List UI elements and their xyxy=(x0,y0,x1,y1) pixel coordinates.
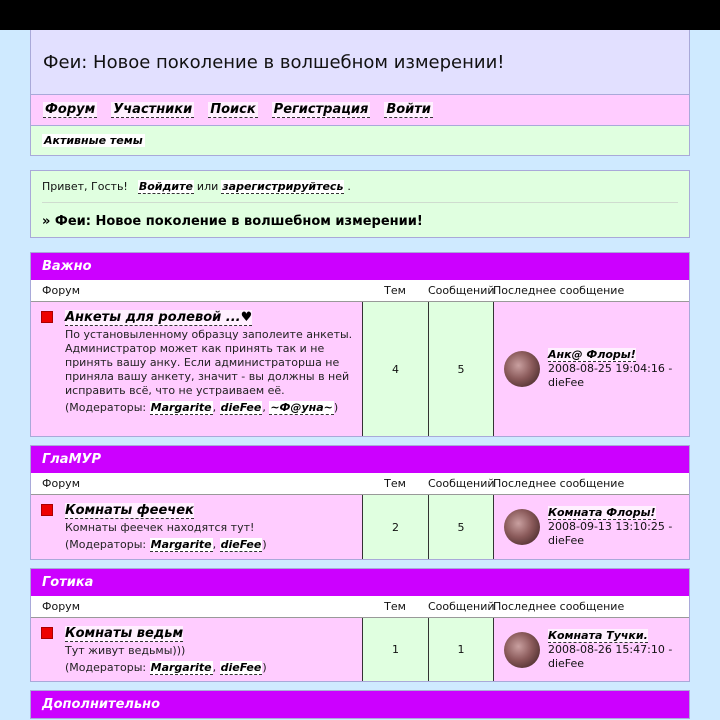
menu-search-link[interactable]: Поиск xyxy=(210,102,256,117)
last-post-cell xyxy=(493,302,689,436)
col-forum: Форум xyxy=(42,600,80,613)
last-post-info xyxy=(548,348,672,390)
last-post-info xyxy=(548,506,672,548)
forum-cell xyxy=(31,302,362,436)
mods-prefix: (Модераторы: xyxy=(65,538,150,551)
menu-forum-link[interactable]: Форум xyxy=(45,102,96,117)
forum-info xyxy=(65,503,362,559)
mods-suffix: ) xyxy=(262,538,267,551)
mods-suffix: ) xyxy=(262,661,267,674)
last-post-cell xyxy=(493,618,689,681)
breadcrumb: » Феи: Новое поколение в волшебном измерении! xyxy=(42,213,423,229)
login-link[interactable]: Войдите xyxy=(138,179,193,193)
forum-info xyxy=(65,310,362,436)
forum-row xyxy=(31,302,689,436)
column-headers xyxy=(31,280,689,302)
col-posts: Сообщений xyxy=(428,600,495,613)
last-post-link[interactable]: Комната Тучки. xyxy=(548,628,648,642)
top-black-bar xyxy=(0,0,720,30)
category-block xyxy=(30,568,690,682)
last-post-user: dieFee xyxy=(548,376,585,389)
category-block xyxy=(30,252,690,437)
col-last-post: Последнее сообщение xyxy=(493,477,625,490)
col-last-post: Последнее сообщение xyxy=(493,600,625,613)
category-title: Дополнительно xyxy=(31,691,689,718)
greeting-text: Привет, Гость! xyxy=(42,180,128,193)
forum-header xyxy=(30,30,690,95)
menu-login-link[interactable]: Войти xyxy=(386,102,431,117)
last-post-date: 2008-09-13 13:10:25 - xyxy=(548,520,673,533)
avatar xyxy=(504,632,540,668)
category-block xyxy=(30,445,690,560)
menu-members-link[interactable]: Участники xyxy=(113,102,193,117)
col-last-post: Последнее сообщение xyxy=(493,284,625,297)
col-posts: Сообщений xyxy=(428,284,495,297)
forum-cell xyxy=(31,618,362,681)
avatar xyxy=(504,351,540,387)
last-post-link[interactable]: Анк@ Флоры! xyxy=(548,348,636,361)
forum-row xyxy=(31,495,689,559)
page-wrapper xyxy=(30,30,690,719)
forum-status-icon xyxy=(41,504,53,516)
last-post-link[interactable]: Комната Флоры! xyxy=(548,506,656,519)
moderator-link[interactable]: Margarite xyxy=(150,661,212,674)
forum-info xyxy=(65,626,362,681)
welcome-panel xyxy=(30,170,690,238)
col-forum: Форум xyxy=(42,284,80,297)
category-block xyxy=(30,690,690,719)
moderators: (Модераторы: Margarite, dieFee) xyxy=(65,538,267,551)
topics-count: 1 xyxy=(362,618,428,681)
forum-status-icon xyxy=(41,311,53,323)
register-link[interactable]: зарегистрируйтесь xyxy=(222,179,344,193)
posts-count: 1 xyxy=(428,618,493,681)
active-topics-link[interactable]: Активные темы xyxy=(44,134,143,147)
last-post-user: dieFee xyxy=(548,534,585,547)
main-menu xyxy=(30,95,690,125)
mods-prefix: (Модераторы: xyxy=(65,401,150,414)
column-headers xyxy=(31,473,689,495)
forum-title: Феи: Новое поколение в волшебном измерении! xyxy=(43,52,505,73)
col-posts: Сообщений xyxy=(428,477,495,490)
greeting-line xyxy=(42,171,678,203)
category-title: Важно xyxy=(31,253,689,280)
period-text: . xyxy=(347,180,351,193)
forum-status-icon xyxy=(41,627,53,639)
moderator-link[interactable]: Margarite xyxy=(150,401,212,414)
posts-count: 5 xyxy=(428,302,493,436)
forum-description: Тут живут ведьмы))) xyxy=(65,644,186,657)
category-title: ГлаМУР xyxy=(31,446,689,473)
forum-row xyxy=(31,618,689,681)
posts-count: 5 xyxy=(428,495,493,559)
last-post-cell xyxy=(493,495,689,559)
last-post-date: 2008-08-25 19:04:16 - xyxy=(548,362,673,375)
sub-menu xyxy=(30,125,690,156)
last-post-info xyxy=(548,629,672,671)
topics-count: 2 xyxy=(362,495,428,559)
moderators: (Модераторы: Margarite, dieFee, ~Ф@уна~) xyxy=(65,401,339,414)
mods-prefix: (Модераторы: xyxy=(65,661,150,674)
moderator-link[interactable]: dieFee xyxy=(220,401,262,414)
moderator-link[interactable]: ~Ф@уна~ xyxy=(270,401,333,414)
last-post-user: dieFee xyxy=(548,656,585,670)
column-headers xyxy=(31,596,689,618)
col-forum: Форум xyxy=(42,477,80,490)
moderator-link[interactable]: dieFee xyxy=(220,661,262,674)
or-text: или xyxy=(196,180,219,193)
forum-description: Комнаты феечек находятся тут! xyxy=(65,521,255,534)
mods-suffix: ) xyxy=(333,401,339,414)
moderator-link[interactable]: dieFee xyxy=(220,538,262,551)
avatar xyxy=(504,509,540,545)
menu-register-link[interactable]: Регистрация xyxy=(273,102,369,117)
forum-link[interactable]: Анкеты для ролевой ...♥ xyxy=(65,310,253,325)
forum-link[interactable]: Комнаты феечек xyxy=(65,503,194,518)
col-topics: Тем xyxy=(384,284,406,297)
category-title: Готика xyxy=(31,569,689,596)
col-topics: Тем xyxy=(384,600,406,613)
forum-cell xyxy=(31,495,362,559)
moderator-link[interactable]: Margarite xyxy=(150,538,212,551)
moderators: (Модераторы: Margarite, dieFee) xyxy=(65,661,267,674)
col-topics: Тем xyxy=(384,477,406,490)
topics-count: 4 xyxy=(362,302,428,436)
forum-link[interactable]: Комнаты ведьм xyxy=(65,626,184,641)
last-post-date: 2008-08-26 15:47:10 - xyxy=(548,642,673,656)
forum-description: По установыленному образцу заполеите анкеты. Администратор может как принять так и не принять вашу анку. Если администраторша не приняла вашу анкету, значит - вы должны в ней исправить всё, что не устраиваем её. xyxy=(65,328,353,397)
